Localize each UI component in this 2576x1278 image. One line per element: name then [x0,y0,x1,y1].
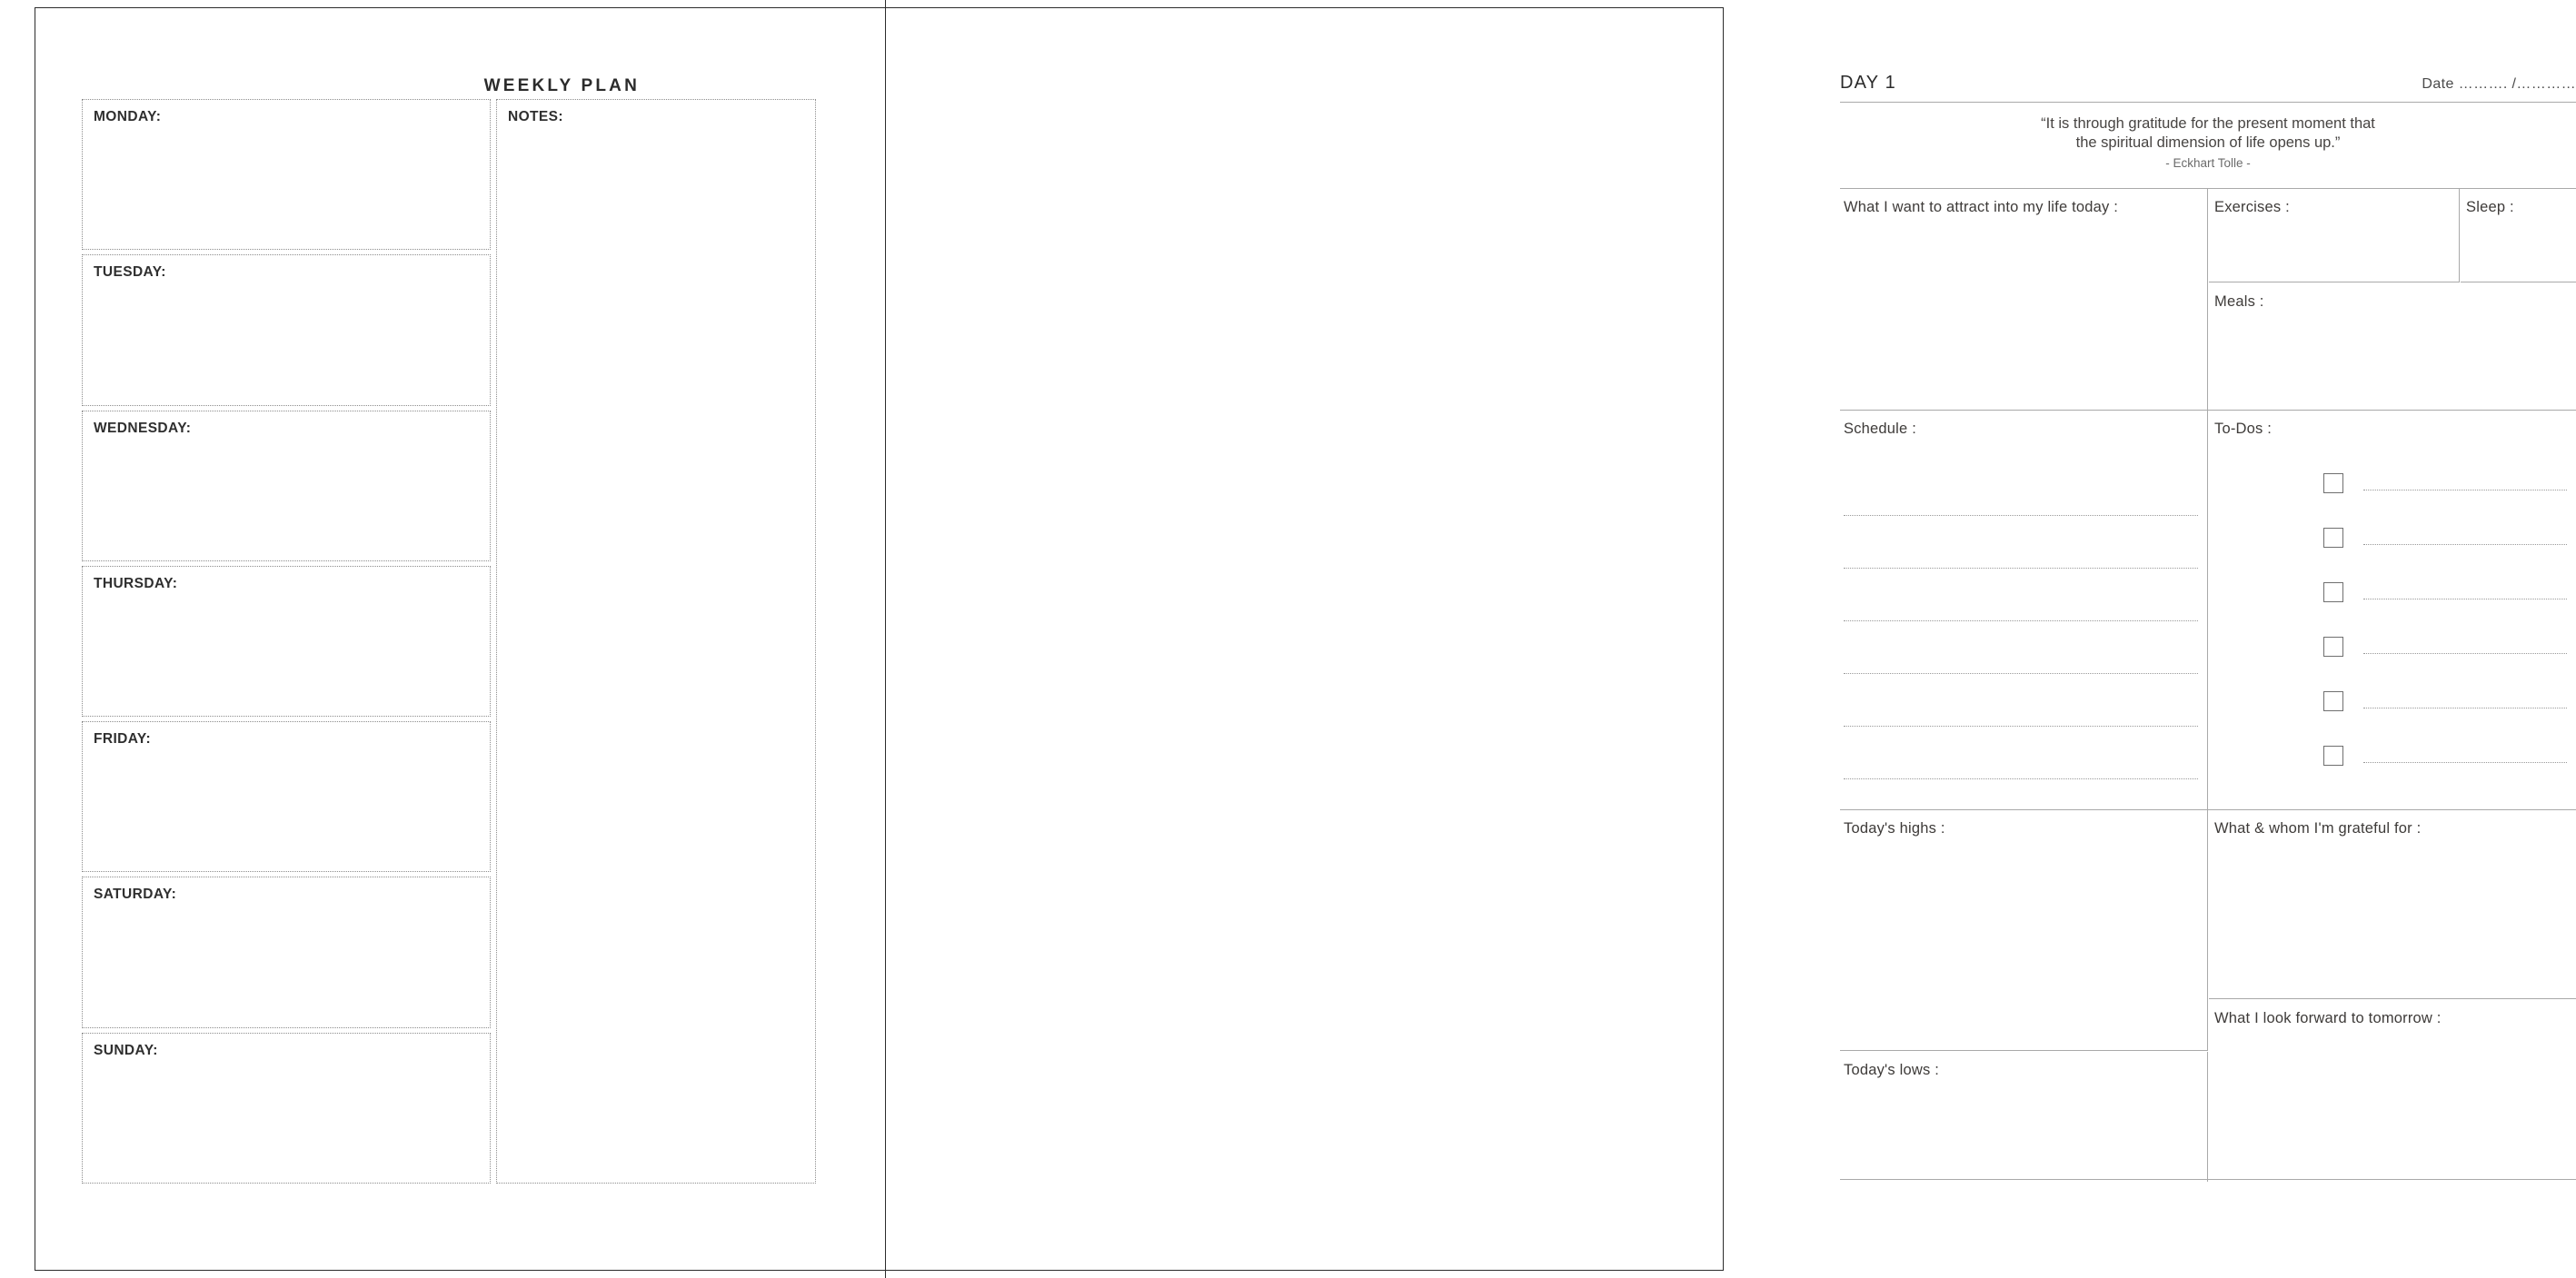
daily-page [886,0,2576,1278]
days-column [82,99,491,1184]
schedule-line[interactable] [1844,516,2198,569]
checkbox-icon[interactable] [2323,637,2343,657]
todo-line[interactable] [2363,476,2567,490]
day-number: DAY 1 [1840,73,1896,93]
daily-table [1840,188,2576,1180]
day-label: TUESDAY: [94,264,166,281]
quote-line-1: “It is through gratitude for the present moment that [2041,115,2375,132]
schedule-line[interactable] [1844,569,2198,621]
notes-box[interactable] [496,99,816,1184]
attract-field[interactable] [1840,189,2208,410]
quote-line-2: the spiritual dimension of life opens up.” [2075,134,2341,151]
exercises-label: Exercises : [2214,199,2290,215]
sleep-field[interactable] [2461,189,2576,282]
todo-item [2214,565,2576,619]
daily-row-middle [1840,410,2576,810]
attract-label: What I want to attract into my life today : [1844,199,2119,215]
day-box-monday[interactable] [82,99,491,250]
todo-line[interactable] [2363,694,2567,708]
todo-line[interactable] [2363,639,2567,654]
date-field[interactable]: Date ………. /………… [2422,76,2576,92]
schedule-line[interactable] [1844,674,2198,727]
tomorrow-field[interactable] [2209,1000,2576,1182]
todo-item [2214,728,2576,783]
todo-line[interactable] [2363,530,2567,545]
todo-list [2214,456,2576,783]
grateful-field[interactable] [2209,810,2576,999]
weekly-plan-page [0,0,886,1278]
checkbox-icon[interactable] [2323,528,2343,548]
weekly-grid [82,99,816,1184]
checkbox-icon[interactable] [2323,691,2343,711]
day-label: FRIDAY: [94,731,152,748]
todo-line[interactable] [2363,585,2567,599]
todo-item [2214,510,2576,565]
lows-field[interactable] [1840,1052,2208,1182]
lows-label: Today's lows : [1844,1062,1939,1078]
schedule-line[interactable] [1844,621,2198,674]
schedule-line[interactable] [1844,727,2198,779]
todo-item [2214,456,2576,510]
day-label: MONDAY: [94,109,162,124]
highs-field[interactable] [1840,810,2208,1051]
day-label: SUNDAY: [94,1042,158,1058]
notes-label: NOTES: [508,109,563,124]
checkbox-icon[interactable] [2323,746,2343,766]
day-box-tuesday[interactable] [82,254,491,405]
daily-row-bottom [1840,809,2576,1182]
todos-field [2209,411,2576,810]
page-title: WEEKLY PLAN [483,76,640,95]
right-page-frame [886,7,1724,1271]
todos-label: To-Dos : [2214,421,2273,437]
day-label: THURSDAY: [94,575,178,591]
day-box-friday[interactable] [82,721,491,872]
schedule-field[interactable] [1840,411,2208,810]
checkbox-icon[interactable] [2323,582,2343,602]
day-box-thursday[interactable] [82,566,491,717]
todo-item [2214,619,2576,674]
checkbox-icon[interactable] [2323,473,2343,493]
meals-label: Meals : [2214,293,2264,310]
schedule-lines [1844,463,2207,779]
todo-item [2214,674,2576,728]
quote-block [1840,102,2576,170]
tomorrow-label: What I look forward to tomorrow : [2214,1010,2442,1026]
sleep-label: Sleep : [2466,199,2514,215]
daily-row-top [1840,189,2576,410]
schedule-line[interactable] [1844,463,2198,516]
highs-label: Today's highs : [1844,820,1945,837]
day-box-saturday[interactable] [82,877,491,1027]
day-label: WEDNESDAY: [94,420,192,436]
todo-line[interactable] [2363,748,2567,763]
quote-author: - Eckhart Tolle - [2165,156,2251,170]
day-box-wednesday[interactable] [82,411,491,561]
grateful-label: What & whom I'm grateful for : [2214,820,2422,837]
exercises-field[interactable] [2209,189,2460,282]
day-box-sunday[interactable] [82,1033,491,1184]
day-label: SATURDAY: [94,887,177,903]
meals-field[interactable] [2209,283,2576,410]
schedule-label: Schedule : [1844,421,1916,437]
day-header [1840,73,2576,94]
